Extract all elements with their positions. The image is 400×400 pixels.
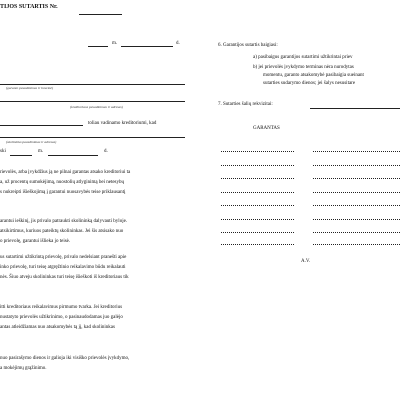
debt-row-text: ski	[0, 149, 6, 154]
item6-heading: 6. Garantijos sutartis baigiasi:	[218, 43, 278, 48]
requisites-line[interactable]	[221, 192, 294, 193]
debt-year-line[interactable]	[10, 155, 32, 156]
contract-number-line[interactable]	[79, 14, 122, 15]
para2-line2: atsikirtimus, kuriuos pateiktų skolininkas. Jei šis atsisako nuo	[0, 229, 124, 234]
requisites-line-right[interactable]	[313, 232, 400, 233]
requisites-line[interactable]	[221, 244, 294, 245]
guarantor-caption: (garanto pavadinimas ir buveinė)	[6, 86, 54, 90]
item6-b3: sutarties sudarymo dienos; jei šalys nesusitare	[263, 81, 356, 86]
debtor-line[interactable]	[0, 137, 185, 138]
requisites-line-right[interactable]	[313, 151, 400, 152]
debt-day-label: d.	[104, 149, 108, 154]
para5-line2: a mokėjimų grąžinimo.	[0, 366, 47, 371]
guarantor-line-2[interactable]	[0, 101, 185, 102]
contract-title: TIJOS SUTARTIS Nr.	[0, 4, 58, 10]
requisites-line-right[interactable]	[313, 178, 400, 179]
requisites-line-right[interactable]	[313, 192, 400, 193]
para4-line2: nustatyto prievolės užtikrinimo, o pasinaudodamas juo galėjo	[0, 315, 123, 320]
requisites-line[interactable]	[221, 178, 294, 179]
creditor-line[interactable]	[0, 125, 83, 126]
item7-heading: 7. Sutarties šalių rekvizitai:	[218, 102, 273, 107]
debt-month-label: m.	[38, 149, 44, 154]
requisites-line[interactable]	[221, 205, 294, 206]
requisites-line[interactable]	[221, 219, 294, 220]
para5-line1: nuo pasirašymo dienos ir galioja iki visiško prievolės įvykdymo,	[0, 356, 130, 361]
para4-line3: antas atleidžiamas nuo atsakomybės tą jį, kad skolininkas	[0, 325, 115, 330]
item7-line[interactable]	[310, 108, 400, 109]
requisites-line[interactable]	[221, 151, 294, 152]
requisites-line-right[interactable]	[313, 165, 400, 166]
item6-a: a) pasibaigus garantijos sutartimi užtikrintai priev	[253, 55, 353, 60]
requisites-line[interactable]	[221, 232, 294, 233]
para4-line1: itti kreditoriaus reikalavimus pirmumo tvarka. Jei kreditorius	[0, 305, 123, 310]
guarantor-label: GARANTAS	[253, 126, 280, 131]
para1-line3: s nukreipti išieškojimą į garantui nuosavybės teise priklausantį	[0, 190, 126, 195]
day-label: d.	[176, 41, 180, 46]
para1-line1: rievolės, arba įvykdžius ją ne pilnai garantas atsako kreditoriui ta	[0, 170, 131, 175]
requisites-line-right[interactable]	[313, 205, 400, 206]
para2-line3: o prievolę, garantui išlieka jo teisė.	[0, 239, 71, 244]
para3-line1: us sutartimi užtikrintą prievolę, privalo nedelsiant pranešti apie	[0, 255, 127, 260]
para3-line2: inko prievolę, turi teisę atgręžtinio reikalavimo būdu reikalauti	[0, 265, 126, 270]
requisites-line-right[interactable]	[313, 244, 400, 245]
debt-month-line[interactable]	[48, 155, 98, 156]
seal-label: A.V.	[301, 259, 311, 264]
year-line[interactable]	[88, 46, 108, 47]
requisites-line[interactable]	[221, 165, 294, 166]
month-label: m.	[112, 41, 118, 46]
requisites-line-right[interactable]	[313, 219, 400, 220]
item6-b1: b) jei prievolės įvykdymo terminas nėra nurodytas	[253, 65, 354, 70]
month-line[interactable]	[121, 46, 173, 47]
debtor-caption: (skolininko pavadinimas ir adresas)	[6, 140, 57, 144]
guarantor-line[interactable]	[0, 84, 185, 85]
creditor-caption: (kreditoriaus pavadinimas ir adresas)	[70, 105, 123, 109]
creditor-tail-text: toliau vadinamo kreditoriumi, kad	[88, 121, 157, 126]
para1-line2: a, už procentų sumokėjimą, nuostolių atlyginimą bei netesybų	[0, 180, 125, 185]
para2-line1: arantui ieškinį, jis privalo patraukti skolininką dalyvauti byloje.	[0, 219, 128, 224]
item6-b2: momentu, garanto atsakomybė pasibaigia sueinant	[263, 73, 364, 78]
para3-line3: nės. Šiuo atveju skolininkas turi teisę išieškoti iš kreditoriaus tik	[0, 275, 129, 280]
